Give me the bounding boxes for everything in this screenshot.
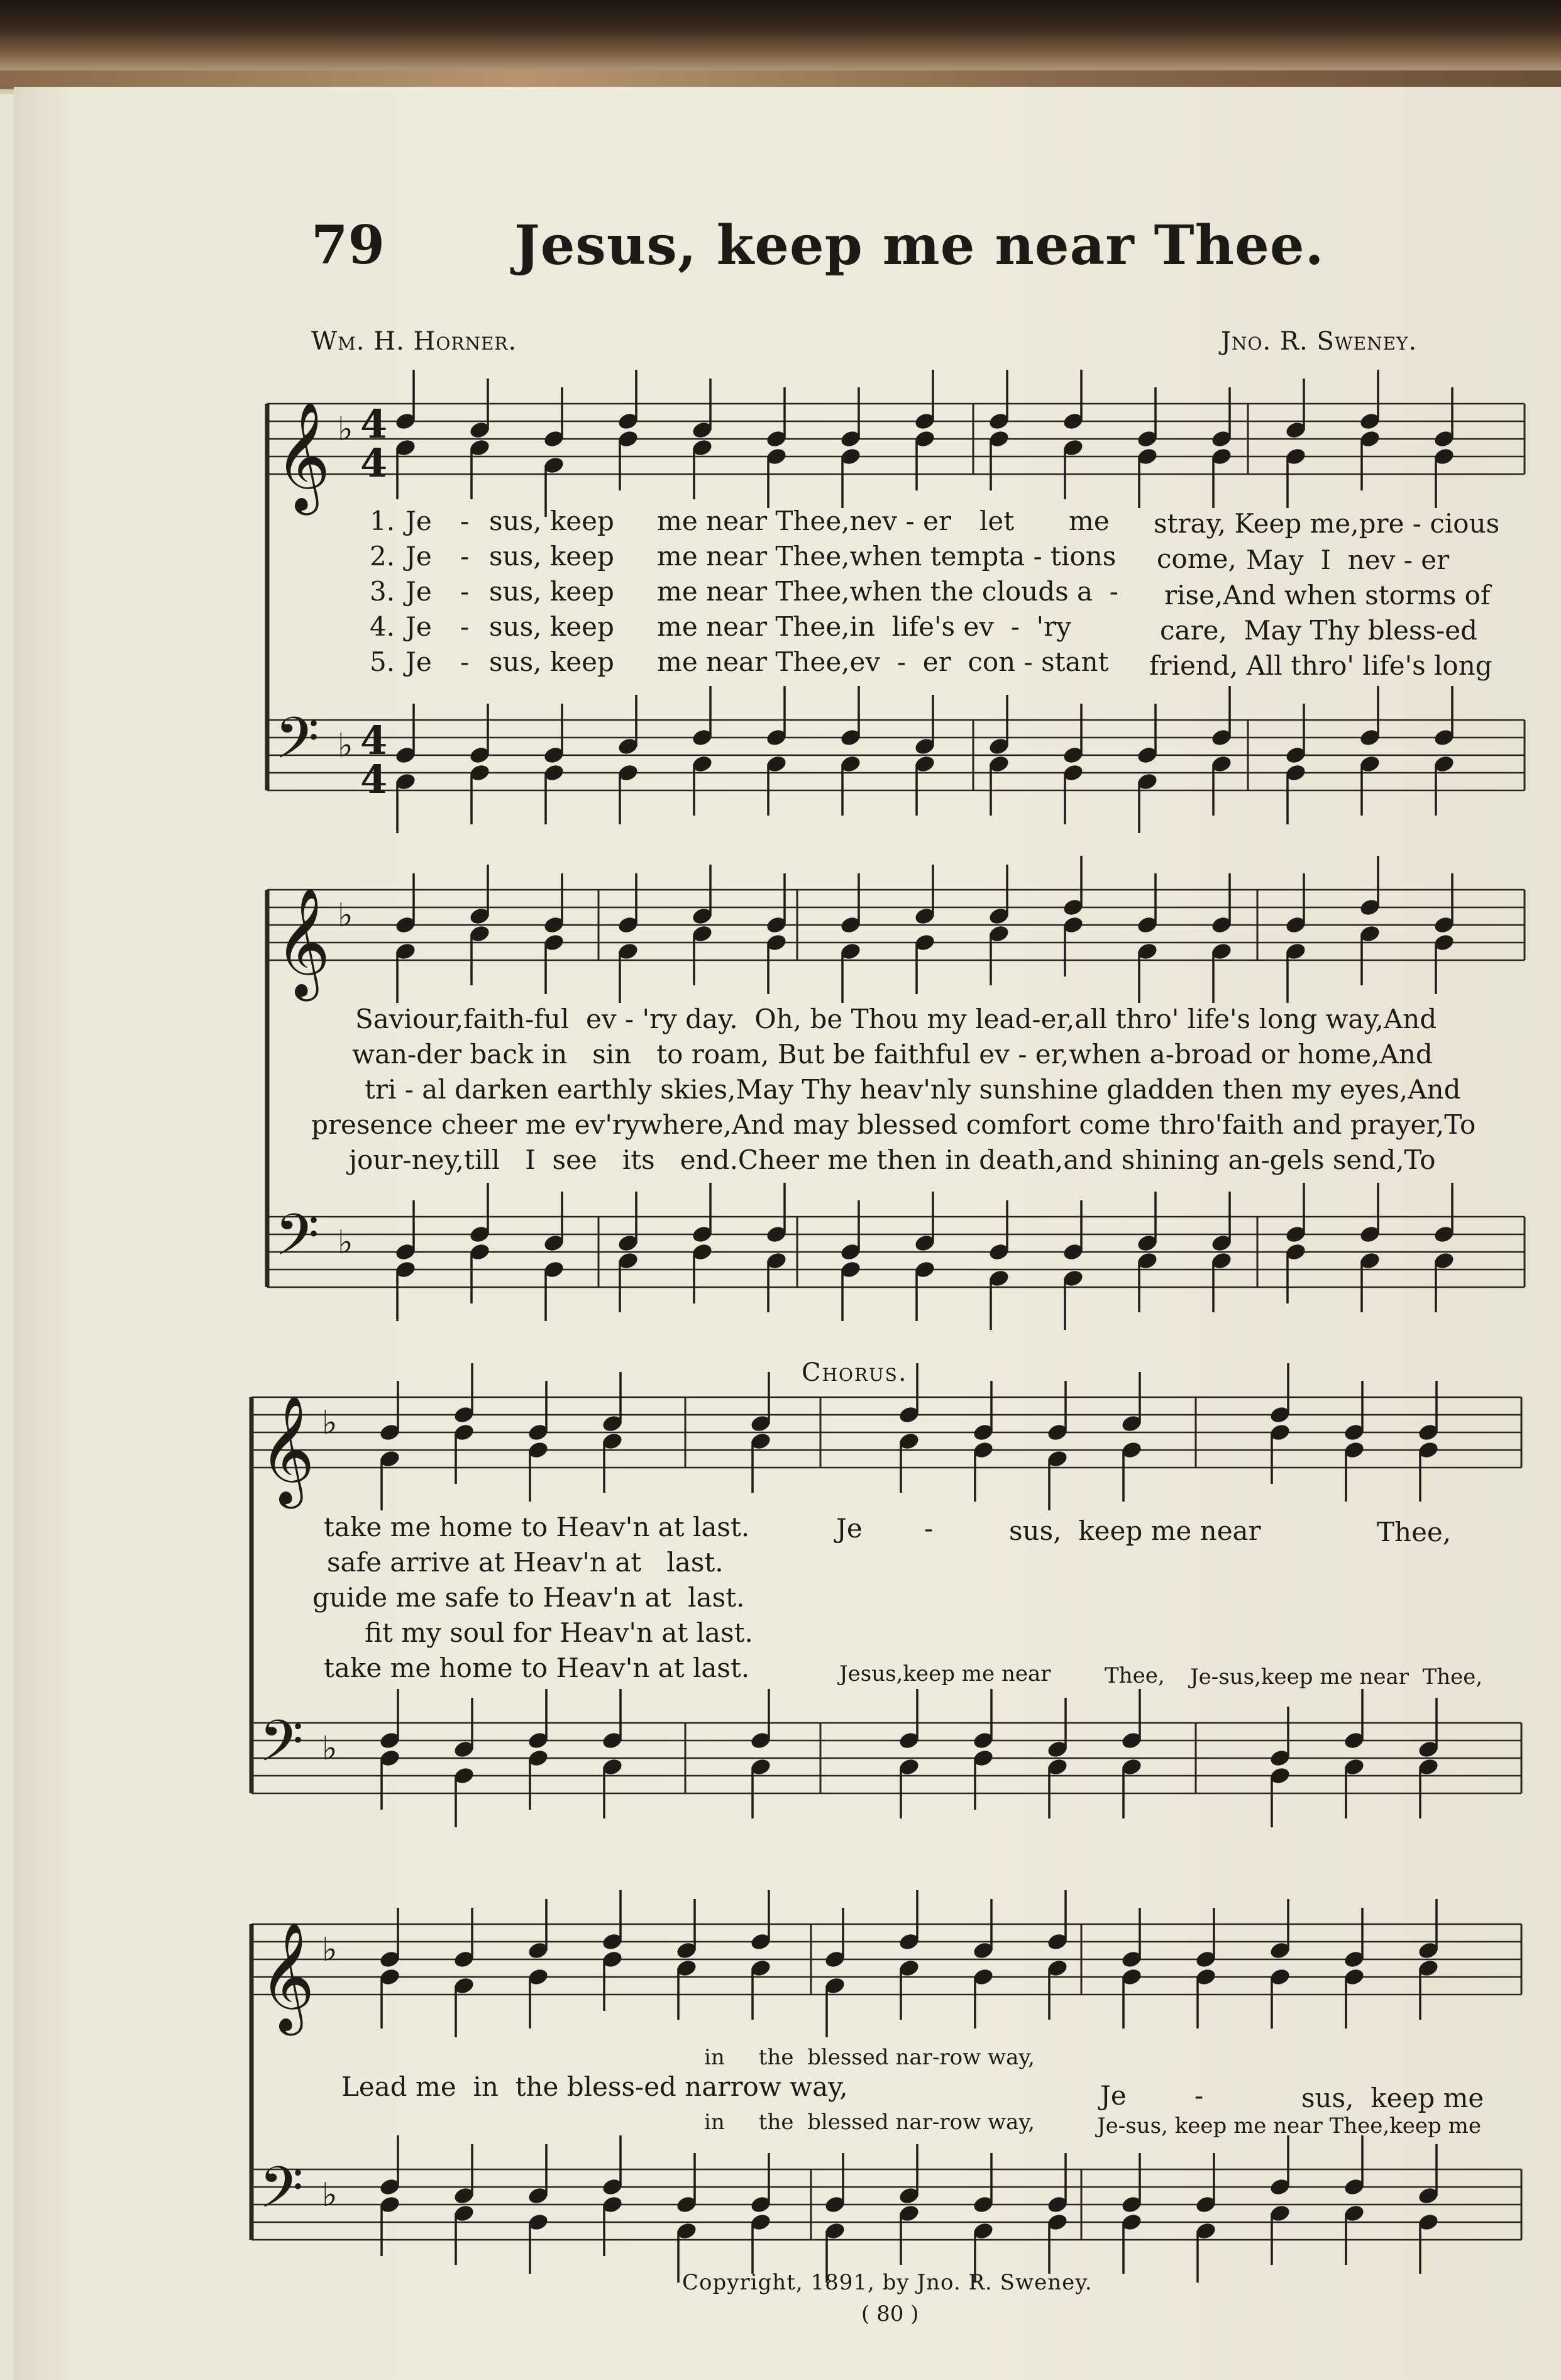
lyricist-credit: Wm. H. Horner. — [311, 327, 517, 356]
verse-1-syl-5: let — [979, 506, 1015, 536]
verse-5-number: 5. — [370, 646, 395, 677]
copyright-notice: Copyright, 1891, by Jno. R. Sweney. — [682, 2270, 1093, 2295]
system4-upper-echo: in the blessed nar-row way, — [704, 2045, 1035, 2070]
svg-text:4: 4 — [360, 440, 388, 486]
ending-line-4: fit my soul for Heav'n at last. — [365, 1617, 753, 1648]
verse-5-syl-1: Je — [405, 646, 432, 677]
verse-1-syl-7: stray, Keep me,pre - cious — [1154, 508, 1500, 539]
verse-2-syl-6: come, — [1157, 543, 1237, 574]
verse-4-syl-3: sus, keep — [489, 611, 614, 642]
verse-3-syl-7: rise,And when storms of — [1164, 580, 1491, 611]
system2-line-4: presence cheer me ev'rywhere,And may blessed comfort come thro'faith and prayer,To — [311, 1109, 1476, 1140]
note-heads — [378, 411, 1455, 2241]
ending-line-2: safe arrive at Heav'n at last. — [327, 1547, 724, 1578]
svg-text:♭: ♭ — [338, 727, 353, 765]
system4-lower-echo: in the blessed nar-row way, — [704, 2110, 1035, 2135]
system2-line-1: Saviour,faith-ful ev - 'ry day. Oh, be Thou my lead-er,all thro' life's long way,And — [355, 1004, 1437, 1034]
svg-text:♭: ♭ — [338, 897, 353, 934]
chorus-word-2: - — [924, 1513, 934, 1544]
chorus-bass-words-1: Jesus,keep me near — [839, 1661, 1051, 1686]
svg-text:𝄞: 𝄞 — [259, 1395, 315, 1504]
ending-line-5: take me home to Heav'n at last. — [324, 1652, 750, 1683]
verse-4-syl-1: Je — [405, 611, 432, 642]
svg-text:4: 4 — [360, 756, 388, 802]
verse-3-syl-1: Je — [405, 576, 432, 607]
chorus-word-1: Je — [836, 1513, 863, 1544]
svg-text:♭: ♭ — [322, 1404, 338, 1442]
svg-text:♭: ♭ — [322, 2176, 338, 2214]
chorus-bass-words-3: Je-sus,keep me near Thee, — [1190, 1664, 1483, 1690]
ending-line-3: guide me safe to Heav'n at last. — [312, 1582, 745, 1613]
verse-4-syl-7: care, May Thy bless-ed — [1160, 615, 1478, 646]
verse-4-syl-2: - — [460, 611, 470, 642]
svg-text:𝄞: 𝄞 — [275, 887, 331, 997]
svg-text:4: 4 — [360, 401, 388, 447]
system4-main-2: Je — [1100, 2080, 1127, 2111]
verse-1-syl-6: me — [1069, 506, 1110, 536]
verse-1-syl-4: me near Thee,nev - er — [657, 506, 951, 536]
verse-1-syl-3: sus, keep — [489, 506, 614, 536]
verse-3-syl-4: me near Thee,when the clouds a - — [657, 576, 1118, 607]
verse-2-syl-4: me near Thee,when tempta - tions — [657, 541, 1117, 572]
svg-text:𝄢: 𝄢 — [275, 1202, 319, 1282]
verse-2-syl-7: May I nev - er — [1246, 545, 1450, 575]
system2-line-2: wan-der back in sin to roam, But be faithful ev - er,when a-broad or home,And — [352, 1039, 1433, 1070]
system2-line-5: jour-ney,till I see its end.Cheer me then in death,and shining an-gels send,To — [349, 1144, 1436, 1175]
verse-1-syl-2: - — [460, 506, 470, 536]
svg-text:𝄞: 𝄞 — [275, 401, 331, 511]
svg-text:4: 4 — [360, 717, 388, 763]
system4-main-4: sus, keep me — [1301, 2083, 1484, 2113]
ending-line-1: take me home to Heav'n at last. — [324, 1512, 750, 1542]
svg-text:♭: ♭ — [322, 1931, 338, 1969]
chorus-word-4: Thee, — [1377, 1517, 1452, 1547]
svg-text:♭: ♭ — [338, 1224, 353, 1261]
verse-2-syl-1: Je — [405, 541, 432, 572]
verse-5-syl-2: - — [460, 646, 470, 677]
verse-4-syl-4: me near Thee,in life's ev - 'ry — [657, 611, 1071, 642]
chorus-label: Chorus. — [802, 1358, 908, 1387]
chorus-word-3: sus, keep me near — [1009, 1515, 1261, 1546]
verse-4-number: 4. — [370, 611, 395, 642]
hymn-number: 79 — [311, 214, 385, 276]
verse-1-number: 1. — [370, 506, 395, 536]
chorus-bass-words-2: Thee, — [1105, 1663, 1165, 1688]
system4-main-3: - — [1194, 2080, 1204, 2111]
svg-text:𝄞: 𝄞 — [259, 1922, 315, 2031]
system2-line-3: tri - al darken earthly skies,May Thy heav'nly sunshine gladden then my eyes,And — [365, 1074, 1461, 1105]
verse-2-number: 2. — [370, 541, 395, 572]
svg-text:𝄢: 𝄢 — [275, 705, 319, 785]
verse-5-syl-7: friend, All thro' life's long — [1149, 650, 1492, 681]
svg-text:𝄢: 𝄢 — [259, 2154, 304, 2235]
verse-3-syl-2: - — [460, 576, 470, 607]
verse-3-syl-3: sus, keep — [489, 576, 614, 607]
hymn-title: Jesus, keep me near Thee. — [514, 214, 1325, 277]
svg-text:♭: ♭ — [338, 411, 353, 448]
verse-2-syl-2: - — [460, 541, 470, 572]
system4-lower-words: Je-sus, keep me near Thee,keep me — [1097, 2113, 1481, 2139]
system4-main-1: Lead me in the bless-ed narrow way, — [341, 2071, 848, 2102]
page-number: ( 80 ) — [861, 2301, 919, 2327]
verse-1-syl-1: Je — [405, 506, 432, 536]
composer-credit: Jno. R. Sweney. — [1221, 327, 1418, 356]
svg-text:♭: ♭ — [322, 1730, 338, 1768]
svg-text:𝄢: 𝄢 — [259, 1708, 304, 1788]
verse-5-syl-4: me near Thee,ev - er con - stant — [657, 646, 1109, 677]
verse-2-syl-3: sus, keep — [489, 541, 614, 572]
verse-5-syl-3: sus, keep — [489, 646, 614, 677]
verse-3-number: 3. — [370, 576, 395, 607]
